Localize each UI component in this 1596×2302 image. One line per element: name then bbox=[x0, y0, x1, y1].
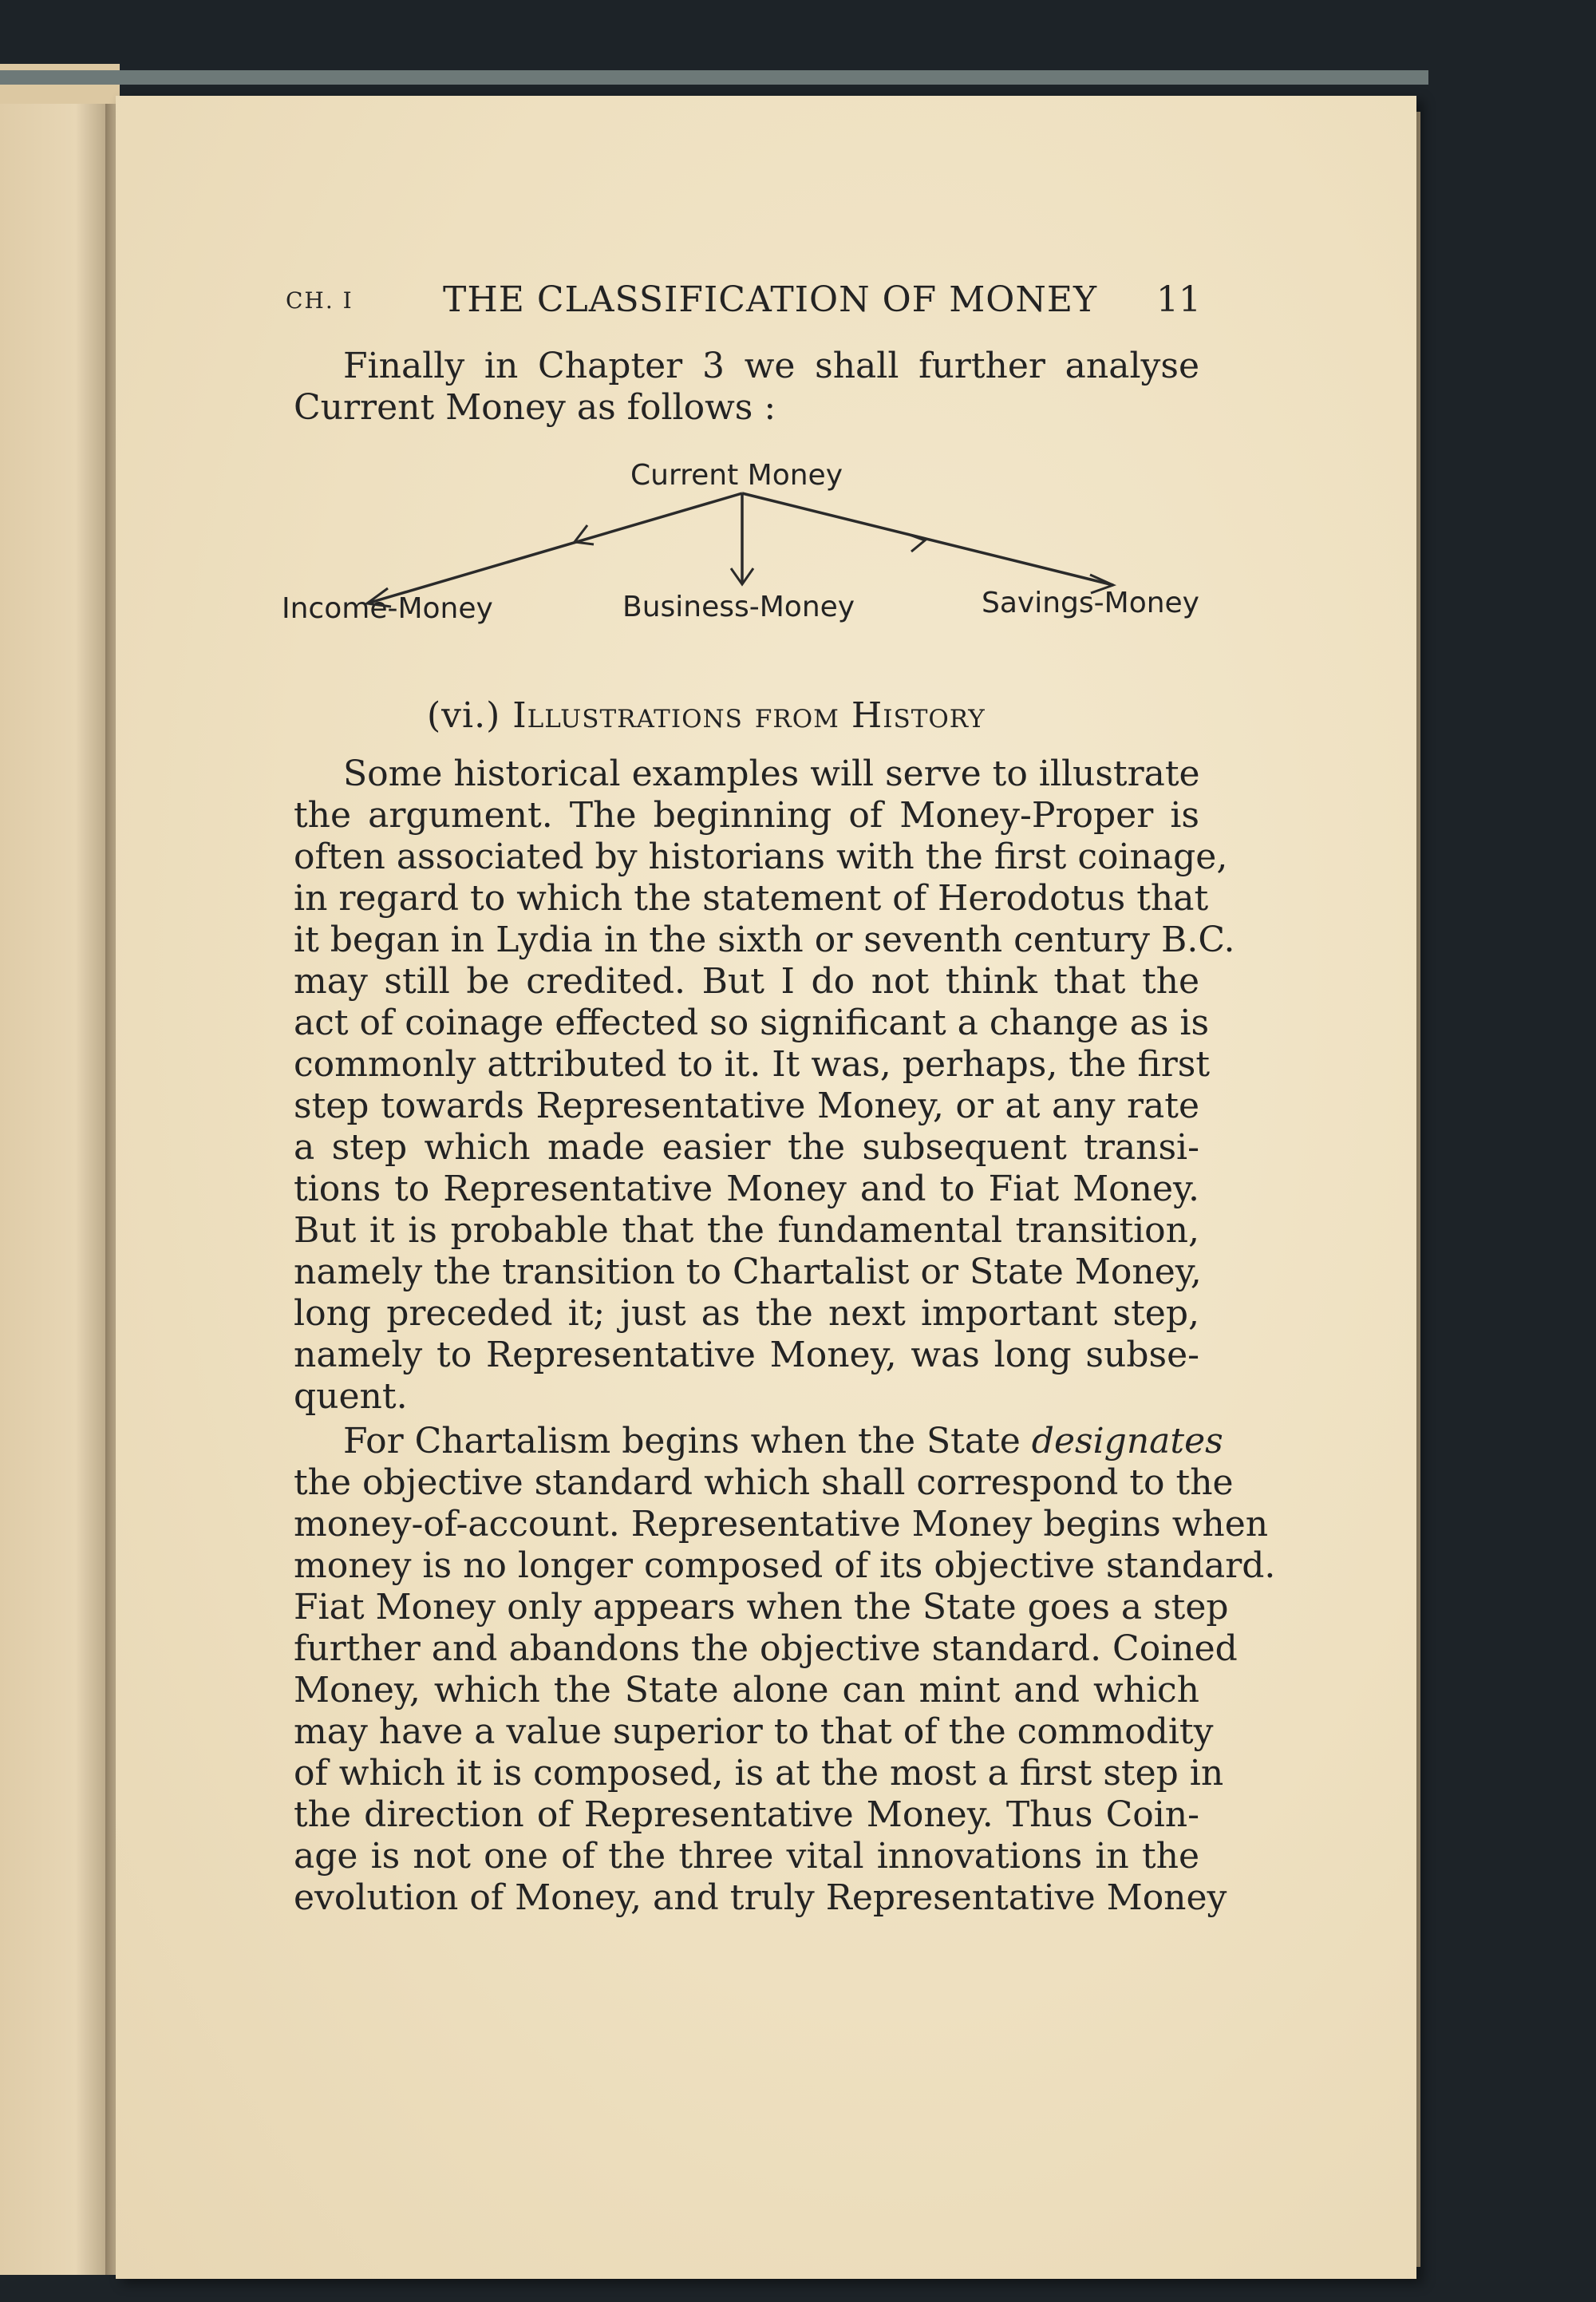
paragraph-line: further and abandons the objective standard. Coined bbox=[294, 1628, 1238, 1669]
page-title: THE CLASSIFICATION OF MONEY bbox=[443, 279, 1097, 320]
diagram-center-label: Business-Money bbox=[622, 591, 855, 623]
page-number: 11 bbox=[1156, 279, 1201, 320]
paragraph-line: the objective standard which shall correspond to the bbox=[294, 1462, 1234, 1503]
arrowhead-mid-left bbox=[575, 525, 594, 544]
paragraph-line: of which it is composed, is at the most a first step in bbox=[294, 1753, 1224, 1794]
arrow-to-income-money bbox=[367, 493, 742, 603]
paragraph-line: age is not one of the three vital innovations in the bbox=[294, 1836, 1199, 1877]
paragraph-line: Some historical examples will serve to illustrate bbox=[343, 753, 1200, 794]
diagram-root-label: Current Money bbox=[630, 459, 843, 492]
paragraph-line: act of coinage effected so significant a change as is bbox=[294, 1003, 1210, 1043]
paragraph-line: Money, which the State alone can mint and which bbox=[294, 1670, 1199, 1711]
paragraph-line: namely to Representative Money, was long subse- bbox=[294, 1335, 1199, 1375]
section-title: Illustrations from History bbox=[512, 695, 986, 736]
italic-word-designates: designates bbox=[1031, 1421, 1223, 1461]
paragraph-line: money-of-account. Representative Money begins when bbox=[294, 1504, 1269, 1545]
paragraph-line: But it is probable that the fundamental transition, bbox=[294, 1210, 1199, 1251]
paragraph-line bbox=[294, 1421, 1223, 1462]
paragraph-line: may still be credited. But I do not think that the bbox=[294, 961, 1199, 1002]
paragraph-line: the argument. The beginning of Money-Proper is bbox=[294, 795, 1199, 836]
chapter-label: CH. I bbox=[286, 287, 354, 314]
paragraph-line: tions to Representative Money and to Fiat Money. bbox=[294, 1169, 1199, 1209]
arrowhead-end-right bbox=[1090, 575, 1113, 593]
paragraph-line: long preceded it; just as the next important step, bbox=[294, 1293, 1199, 1334]
paragraph-line: in regard to which the statement of Herodotus that bbox=[294, 878, 1209, 919]
arrow-to-savings-money bbox=[742, 493, 1113, 585]
paragraph-line: it began in Lydia in the sixth or seventh century B.C. bbox=[294, 920, 1235, 960]
paragraph-line: Fiat Money only appears when the State goes a step bbox=[294, 1587, 1229, 1628]
section-numeral: (vi.) bbox=[427, 695, 501, 736]
paragraph-line: commonly attributed to it. It was, perhaps, the first bbox=[294, 1044, 1210, 1085]
paragraph-line: a step which made easier the subsequent transi- bbox=[294, 1127, 1199, 1168]
paragraph-line: may have a value superior to that of the commodity bbox=[294, 1711, 1214, 1752]
paragraph-line: often associated by historians with the first coinage, bbox=[294, 837, 1228, 877]
intro-line: Finally in Chapter 3 we shall further analyse bbox=[343, 346, 1199, 386]
diagram-left-label: Income-Money bbox=[282, 592, 493, 625]
intro-line: Current Money as follows : bbox=[294, 387, 776, 428]
section-heading bbox=[427, 695, 986, 736]
diagram-right-label: Savings-Money bbox=[982, 587, 1199, 619]
paragraph-line: namely the transition to Chartalist or State Money, bbox=[294, 1252, 1202, 1292]
paragraph2-first-line-text: For Chartalism begins when the State bbox=[343, 1421, 1021, 1461]
paragraph-line: evolution of Money, and truly Representative Money bbox=[294, 1877, 1227, 1918]
paragraph-line: the direction of Representative Money. Thus Coin- bbox=[294, 1794, 1199, 1835]
paragraph-line: money is no longer composed of its objective standard. bbox=[294, 1545, 1276, 1586]
paragraph-line: quent. bbox=[294, 1376, 408, 1417]
paragraph-line: step towards Representative Money, or at any rate bbox=[294, 1086, 1199, 1126]
